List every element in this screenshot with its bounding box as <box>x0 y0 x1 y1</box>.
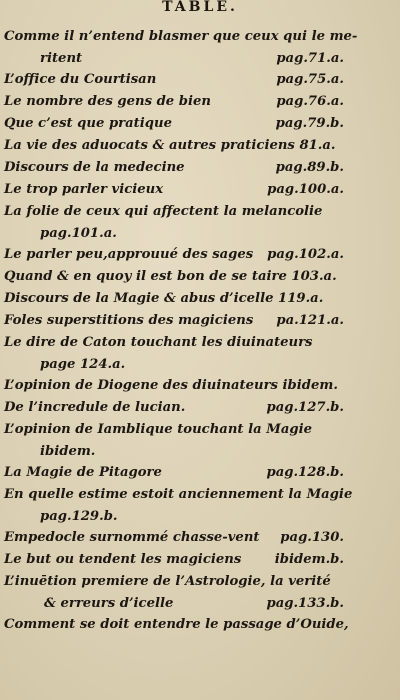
entry-title: L’inuētion premiere de l’Astrologie, la verité <box>4 574 331 589</box>
toc-entry-continuation <box>4 441 344 462</box>
toc-entry <box>4 527 344 549</box>
toc-entry <box>4 266 344 288</box>
toc-entry-continuation <box>4 506 344 527</box>
entry-title: Le but ou tendent les magiciens <box>4 552 242 567</box>
toc-entry <box>4 244 344 266</box>
entry-title: & erreurs d’icelle <box>44 596 174 611</box>
entry-title: Empedocle surnommé chasse-vent <box>4 530 260 545</box>
toc-entry <box>4 179 344 201</box>
entry-title: La folie de ceux qui affectent la melancolie <box>4 204 323 219</box>
entry-title: En quelle estime estoit anciennement la Magie <box>4 487 353 502</box>
toc-entry <box>4 69 344 91</box>
entry-page: pag.127.b. <box>266 400 344 415</box>
entry-page: pag.89.b. <box>275 160 344 175</box>
entry-title: Comme il n’entend blasmer que ceux qui le me- <box>4 29 358 44</box>
toc-entry-continuation <box>4 593 344 614</box>
entry-title: Le parler peu,approuué des sages <box>4 247 254 262</box>
entry-page: pag.75.a. <box>276 72 344 87</box>
entry-page: pag.130. <box>280 530 344 545</box>
toc-entry <box>4 484 353 506</box>
entry-title: pag.129.b. <box>40 509 118 524</box>
entry-title: Comment se doit entendre le passage d’Ouide, <box>4 617 349 632</box>
entry-title: Discours de la medecine <box>4 160 185 175</box>
toc-entry <box>4 201 344 223</box>
toc-entry <box>4 91 344 113</box>
entry-page: pag.100.a. <box>267 182 344 197</box>
toc-entry <box>4 397 344 419</box>
entry-title: Discours de la Magie & abus d’icelle 119.a. <box>4 291 324 306</box>
entry-title: La Magie de Pitagore <box>4 465 162 480</box>
entry-page: ibidem.b. <box>274 552 344 567</box>
entry-page: pag.128.b. <box>266 465 344 480</box>
toc-entry <box>4 288 344 310</box>
toc-entry-continuation <box>4 354 344 375</box>
toc-entry <box>4 419 344 441</box>
entry-title: Quand & en quoy il est bon de se taire 103.a. <box>4 269 337 284</box>
entry-page: pag.79.b. <box>275 116 344 131</box>
toc-entry <box>4 571 344 593</box>
page-header: TABLE. <box>162 0 238 15</box>
entry-title: ritent <box>40 51 83 66</box>
entry-title: Le nombre des gens de bien <box>4 94 211 109</box>
table-of-contents <box>4 26 358 636</box>
toc-entry <box>4 462 344 484</box>
entry-title: L’opinion de Diogene des diuinateurs ibidem. <box>4 378 338 393</box>
entry-title: pag.101.a. <box>40 226 117 241</box>
entry-title: La vie des aduocats & autres praticiens 81.a. <box>4 138 336 153</box>
entry-page: pag.71.a. <box>276 51 344 66</box>
toc-entry <box>4 26 358 48</box>
entry-title: Le dire de Caton touchant les diuinateurs <box>4 335 313 350</box>
entry-page: pag.133.b. <box>266 596 344 611</box>
entry-title: Le trop parler vicieux <box>4 182 164 197</box>
toc-entry <box>4 332 344 354</box>
entry-page: pag.102.a. <box>267 247 344 262</box>
entry-title: De l’incredule de lucian. <box>4 400 186 415</box>
entry-title: L’opinion de Iamblique touchant la Magie <box>4 422 313 437</box>
toc-entry <box>4 549 344 571</box>
entry-title: L’office du Courtisan <box>4 72 157 87</box>
toc-entry <box>4 614 349 636</box>
entry-page: pa.121.a. <box>276 313 344 328</box>
toc-entry <box>4 135 344 157</box>
toc-entry <box>4 157 344 179</box>
entry-title: Foles superstitions des magiciens <box>4 313 254 328</box>
entry-title: ibidem. <box>40 444 96 459</box>
toc-entry-continuation <box>4 48 344 69</box>
entry-title: Que c’est que pratique <box>4 116 172 131</box>
toc-entry-continuation <box>4 223 344 244</box>
toc-entry <box>4 375 344 397</box>
entry-page: pag.76.a. <box>276 94 344 109</box>
toc-entry <box>4 113 344 135</box>
entry-title: page 124.a. <box>40 357 126 372</box>
toc-entry <box>4 310 344 332</box>
